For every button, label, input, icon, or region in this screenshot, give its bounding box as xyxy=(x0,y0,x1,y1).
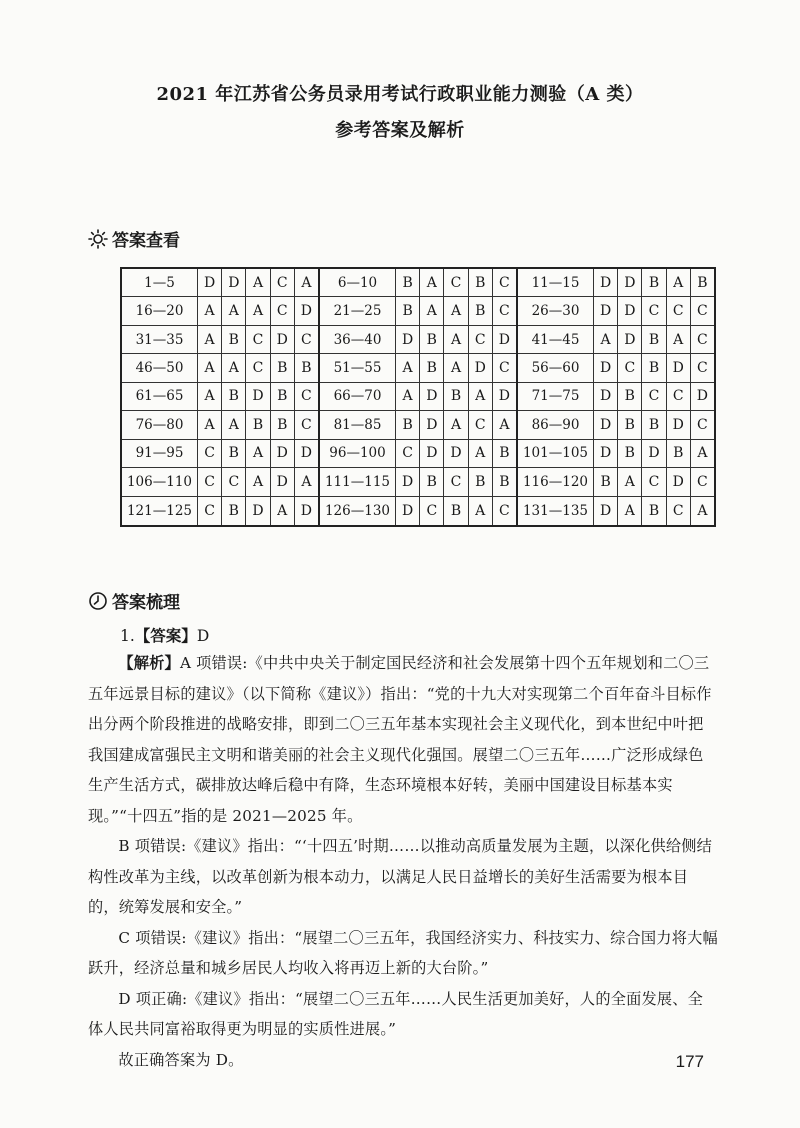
answer-cell: A xyxy=(246,468,270,495)
question-range: 131—135 xyxy=(518,497,594,525)
answer-cell: B xyxy=(642,354,666,381)
answer-cell: A xyxy=(198,354,222,381)
question-range: 56—60 xyxy=(518,354,594,381)
answer-row xyxy=(320,269,516,297)
answer-cell: C xyxy=(198,468,222,495)
question-range: 121—125 xyxy=(122,497,198,525)
answer-cell: B xyxy=(271,411,295,438)
answer-cell: C xyxy=(420,497,444,525)
answer-cell: B xyxy=(222,440,246,467)
answer-row xyxy=(518,297,714,325)
sun-icon xyxy=(88,229,108,249)
answer-cell: A xyxy=(198,297,222,324)
answer-cell: A xyxy=(198,411,222,438)
question-range: 86—90 xyxy=(518,411,594,438)
answer-cell: A xyxy=(301,274,312,291)
question-range: 36—40 xyxy=(320,326,396,353)
answer-cell: C xyxy=(301,331,312,348)
answer-cell: B xyxy=(642,497,666,525)
answer-cell: B xyxy=(222,326,246,353)
answer-cell: A xyxy=(396,383,420,410)
answer-row xyxy=(122,411,318,439)
question-range: 71—75 xyxy=(518,383,594,410)
page-subtitle: 参考答案及解析 xyxy=(335,120,465,141)
answer-cell: A xyxy=(222,297,246,324)
answer-cell: C xyxy=(444,468,468,495)
answer-row xyxy=(320,354,516,382)
answer-row xyxy=(122,497,318,525)
answer-cell: D xyxy=(498,388,511,405)
question-range: 81—85 xyxy=(320,411,396,438)
answer-cell: A xyxy=(198,383,222,410)
answer-cell: B xyxy=(396,297,420,324)
answer-cell: C xyxy=(444,269,468,296)
answer-cell: D xyxy=(300,502,313,519)
answer-cell: B xyxy=(444,497,468,525)
answer-cell: D xyxy=(271,326,295,353)
answer-cell: A xyxy=(499,416,510,433)
answer-cell: D xyxy=(618,326,642,353)
answer-cell: B xyxy=(469,269,493,296)
answer-cell: D xyxy=(300,303,313,320)
answer-cell: A xyxy=(222,354,246,381)
analysis-tag: 【解析】 xyxy=(118,654,180,672)
answer-row xyxy=(518,269,714,297)
answer-group-2 xyxy=(318,269,516,525)
answer-row xyxy=(518,354,714,382)
answer-cell: C xyxy=(271,269,295,296)
answer-cell: B xyxy=(642,269,666,296)
answer-group-1 xyxy=(122,269,318,525)
answer-cell: A xyxy=(222,411,246,438)
answer-cell: A xyxy=(271,497,295,525)
question-range: 41—45 xyxy=(518,326,594,353)
answer-cell: B xyxy=(499,473,510,490)
question-range: 1—5 xyxy=(122,269,198,296)
answer-value: D xyxy=(196,627,210,645)
answer-cell: B xyxy=(642,326,666,353)
question-range: 96—100 xyxy=(320,440,396,467)
answer-cell: D xyxy=(498,331,511,348)
answer-cell: D xyxy=(420,440,444,467)
page-number: 177 xyxy=(675,1052,704,1071)
answer-cell: C xyxy=(396,440,420,467)
question-range: 101—105 xyxy=(518,440,594,467)
answer-cell: D xyxy=(594,383,618,410)
answer-row xyxy=(518,468,714,496)
analysis-paragraph-b: B 项错误:《建议》指出：“‘十四五’时期……以推动高质量发展为主题，以深化供给侧结构性改革为主线，以改革创新为根本动力，以满足人民日益增长的美好生活需要为根本目的，统筹发展和安全。” xyxy=(88,837,713,916)
question-range: 111—115 xyxy=(320,468,396,495)
answer-cell: C xyxy=(697,303,708,320)
answer-cell: B xyxy=(222,497,246,525)
answer-cell: C xyxy=(642,297,666,324)
answer-cell: B xyxy=(271,354,295,381)
section-heading-answers xyxy=(88,226,180,251)
answer-cell: B xyxy=(499,445,510,462)
answer-cell: A xyxy=(444,411,468,438)
answer-cell: B xyxy=(420,468,444,495)
question-range: 26—30 xyxy=(518,297,594,324)
question-range: 51—55 xyxy=(320,354,396,381)
answer-cell: A xyxy=(469,497,493,525)
answer-cell: A xyxy=(469,383,493,410)
answer-cell: C xyxy=(642,468,666,495)
answer-cell: C xyxy=(618,354,642,381)
answer-line xyxy=(120,624,209,646)
question-range: 46—50 xyxy=(122,354,198,381)
answer-cell: D xyxy=(271,468,295,495)
answer-row xyxy=(122,383,318,411)
answer-cell: C xyxy=(469,326,493,353)
answer-cell: D xyxy=(642,440,666,467)
answer-cell: B xyxy=(271,383,295,410)
answer-cell: B xyxy=(444,383,468,410)
question-range: 61—65 xyxy=(122,383,198,410)
answer-cell: A xyxy=(697,445,708,462)
clock-icon xyxy=(88,591,108,611)
analysis-paragraph-a xyxy=(88,648,718,831)
answer-cell: B xyxy=(697,274,708,291)
answer-table xyxy=(120,267,716,527)
answer-cell: C xyxy=(301,416,312,433)
answer-cell: D xyxy=(444,440,468,467)
answer-row xyxy=(518,497,714,525)
answer-cell: B xyxy=(420,354,444,381)
answer-cell: C xyxy=(697,360,708,377)
answer-row xyxy=(320,297,516,325)
answer-cell: C xyxy=(499,360,510,377)
answer-cell: B xyxy=(301,360,312,377)
analysis-text: A 项错误:《中共中央关于制定国民经济和社会发展第十四个五年规划和二〇三五年远景目标的建议》（以下简称《建议》）指出：“党的十九大对实现第二个百年奋斗目标作出分两个阶段推进的战略安排，即到二〇三五年基本实现社会主义现代化，到本世纪中叶把我国建成富强民主文明和谐美丽的社会主义现代化强国。展望二〇三五年……广泛形成绿色生产生活方式，碳排放达峰后稳中有降，生态环境根本好转，美丽中国建设目标基本实现。”“十四五”指的是 2021—2025 年。 xyxy=(88,654,712,825)
answer-cell: D xyxy=(667,468,691,495)
answer-cell: A xyxy=(246,440,270,467)
answer-cell: A xyxy=(667,326,691,353)
answer-row xyxy=(320,440,516,468)
answer-cell: D xyxy=(420,383,444,410)
answer-cell: C xyxy=(222,468,246,495)
answer-row xyxy=(518,326,714,354)
answer-cell: D xyxy=(469,354,493,381)
answer-cell: C xyxy=(667,297,691,324)
answer-cell: D xyxy=(396,497,420,525)
answer-cell: D xyxy=(420,411,444,438)
answer-cell: B xyxy=(246,411,270,438)
analysis-conclusion: 故正确答案为 D。 xyxy=(118,1050,244,1069)
answer-cell: D xyxy=(618,269,642,296)
answer-row xyxy=(122,326,318,354)
answer-row xyxy=(122,354,318,382)
answer-cell: A xyxy=(667,269,691,296)
answer-cell: C xyxy=(271,297,295,324)
answer-cell: B xyxy=(396,411,420,438)
answer-cell: D xyxy=(618,297,642,324)
answer-cell: A xyxy=(618,497,642,525)
question-range: 11—15 xyxy=(518,269,594,296)
answer-cell: C xyxy=(499,502,510,519)
answer-row xyxy=(320,383,516,411)
answer-row xyxy=(122,440,318,468)
answer-cell: C xyxy=(246,354,270,381)
answer-cell: A xyxy=(444,354,468,381)
answer-cell: C xyxy=(246,326,270,353)
analysis-paragraph-c: C 项错误:《建议》指出：“展望二〇三五年，我国经济实力、科技实力、综合国力将大幅跃升，经济总量和城乡居民人均收入将再迈上新的大台阶。” xyxy=(88,928,718,977)
question-range: 66—70 xyxy=(320,383,396,410)
question-range: 106—110 xyxy=(122,468,198,495)
question-number: 1. xyxy=(120,627,135,645)
section-label: 答案梳理 xyxy=(112,593,180,613)
answer-cell: A xyxy=(444,297,468,324)
section-label: 答案查看 xyxy=(112,231,180,251)
answer-cell: B xyxy=(642,411,666,438)
answer-cell: D xyxy=(246,383,270,410)
answer-row xyxy=(518,411,714,439)
page-title: 2021 年江苏省公务员录用考试行政职业能力测验（A 类） xyxy=(156,84,644,105)
question-range: 31—35 xyxy=(122,326,198,353)
answer-cell: A xyxy=(246,269,270,296)
answer-cell: D xyxy=(594,497,618,525)
answer-cell: A xyxy=(594,326,618,353)
answer-cell: D xyxy=(222,269,246,296)
answer-cell: A xyxy=(444,326,468,353)
answer-row xyxy=(122,468,318,496)
answer-cell: D xyxy=(198,269,222,296)
answer-row xyxy=(122,297,318,325)
answer-cell: D xyxy=(396,326,420,353)
answer-cell: C xyxy=(697,473,708,490)
answer-cell: B xyxy=(469,468,493,495)
answer-cell: A xyxy=(420,297,444,324)
question-range: 76—80 xyxy=(122,411,198,438)
answer-cell: D xyxy=(667,354,691,381)
answer-cell: D xyxy=(667,411,691,438)
answer-cell: D xyxy=(594,440,618,467)
answer-row xyxy=(518,440,714,468)
answer-row xyxy=(320,468,516,496)
answer-cell: A xyxy=(246,297,270,324)
answer-cell: B xyxy=(594,468,618,495)
answer-group-3 xyxy=(516,269,714,525)
answer-row xyxy=(518,383,714,411)
answer-cell: A xyxy=(198,326,222,353)
answer-cell: A xyxy=(697,502,708,519)
analysis-body xyxy=(88,648,718,1075)
answer-row xyxy=(320,497,516,525)
answer-cell: B xyxy=(618,383,642,410)
answer-cell: C xyxy=(667,383,691,410)
answer-cell: D xyxy=(246,497,270,525)
answer-cell: C xyxy=(301,388,312,405)
question-range: 126—130 xyxy=(320,497,396,525)
answer-cell: B xyxy=(667,440,691,467)
answer-cell: C xyxy=(499,303,510,320)
answer-cell: D xyxy=(696,388,709,405)
answer-cell: C xyxy=(667,497,691,525)
answer-cell: C xyxy=(697,416,708,433)
answer-cell: D xyxy=(594,354,618,381)
answer-cell: A xyxy=(301,473,312,490)
answer-cell: D xyxy=(594,297,618,324)
answer-cell: B xyxy=(396,269,420,296)
answer-row xyxy=(320,411,516,439)
answer-cell: C xyxy=(697,331,708,348)
question-range: 91—95 xyxy=(122,440,198,467)
question-range: 6—10 xyxy=(320,269,396,296)
answer-cell: A xyxy=(420,269,444,296)
answer-cell: D xyxy=(396,468,420,495)
answer-cell: D xyxy=(594,269,618,296)
answer-cell: C xyxy=(642,383,666,410)
answer-tag: 【答案】 xyxy=(134,626,197,645)
answer-cell: C xyxy=(469,411,493,438)
answer-cell: B xyxy=(618,440,642,467)
answer-cell: C xyxy=(499,274,510,291)
answer-cell: D xyxy=(271,440,295,467)
question-range: 16—20 xyxy=(122,297,198,324)
answer-cell: C xyxy=(198,440,222,467)
answer-cell: A xyxy=(618,468,642,495)
answer-cell: D xyxy=(594,411,618,438)
answer-cell: B xyxy=(618,411,642,438)
answer-cell: D xyxy=(300,445,313,462)
answer-cell: B xyxy=(469,297,493,324)
question-range: 116—120 xyxy=(518,468,594,495)
question-range: 21—25 xyxy=(320,297,396,324)
answer-cell: A xyxy=(396,354,420,381)
answer-cell: B xyxy=(222,383,246,410)
analysis-paragraph-d: D 项正确:《建议》指出：“展望二〇三五年……人民生活更加美好，人的全面发展、全体人民共同富裕取得更为明显的实质性进展。” xyxy=(88,989,704,1038)
answer-cell: B xyxy=(420,326,444,353)
answer-cell: C xyxy=(198,497,222,525)
answer-cell: A xyxy=(469,440,493,467)
section-heading-review xyxy=(88,588,180,613)
answer-row xyxy=(320,326,516,354)
answer-row xyxy=(122,269,318,297)
